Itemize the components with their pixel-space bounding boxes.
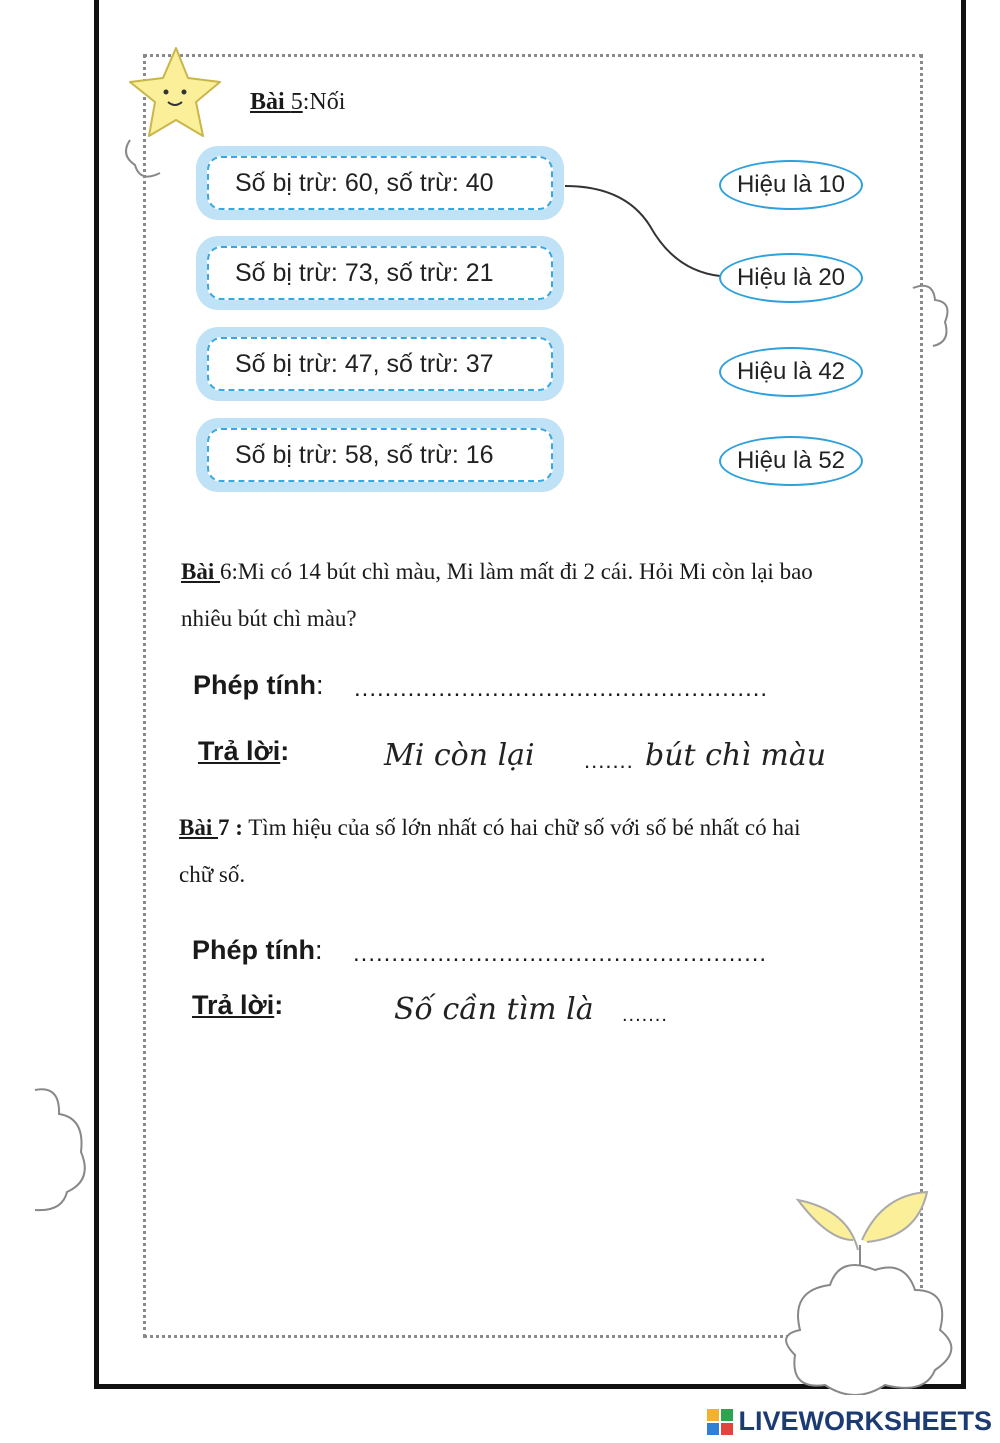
bai7-answer-label <box>192 990 283 1021</box>
left-item-4[interactable] <box>196 418 564 492</box>
sprout-cloud-icon <box>760 1180 960 1395</box>
calc-colon: : <box>316 670 324 700</box>
bai7-answer-part1: Số cần tìm là <box>394 992 594 1027</box>
liveworksheets-logo-icon <box>706 1408 734 1436</box>
bai7-number: 7 <box>217 815 230 840</box>
bai7-question <box>179 804 909 898</box>
right-item-1[interactable]: Hiệu là 10 <box>719 160 863 210</box>
liveworksheets-brand[interactable] <box>706 1406 992 1437</box>
bai5-instruction: :Nối <box>302 89 346 115</box>
calc-label-text: Phép tính <box>193 670 316 700</box>
left-item-text: Số bị trừ: 73, số trừ: 21 <box>207 246 553 300</box>
bai7-colon: : <box>229 815 243 840</box>
bai5-number: 5 <box>290 89 303 115</box>
right-item-4[interactable]: Hiệu là 52 <box>719 436 863 486</box>
bai6-calc-label <box>193 670 324 701</box>
bai6-answer-part1: Mi còn lại <box>384 738 535 773</box>
calc-colon: : <box>315 935 323 965</box>
bai6-answer-part2: bút chì màu <box>645 738 827 773</box>
bai6-answer-label <box>198 736 289 767</box>
bai7-answer-input[interactable]: ....... <box>622 1004 668 1026</box>
bai7-text-line1: Tìm hiệu của số lớn nhất có hai chữ số với số bé nhất có hai <box>242 815 801 840</box>
bai6-calc-input[interactable]: ...................................................... <box>354 675 769 702</box>
right-item-3[interactable]: Hiệu là 42 <box>719 347 863 397</box>
bai6-number: 6 <box>219 559 232 584</box>
cloud-icon <box>905 280 955 360</box>
bai6-text-line1: :Mi có 14 bút chì màu, Mi làm mất đi 2 cái. Hỏi Mi còn lại bao <box>231 559 813 584</box>
bai6-question <box>181 548 911 642</box>
right-item-2[interactable]: Hiệu là 20 <box>719 253 863 303</box>
answer-label-text: Trả lời <box>192 990 275 1020</box>
bai7-calc-input[interactable]: ...................................................... <box>353 940 768 967</box>
bai7-calc-label <box>192 935 323 966</box>
bai5-heading <box>250 88 345 117</box>
bai7-text-line2: chữ số. <box>179 862 246 887</box>
calc-label-text: Phép tính <box>192 935 315 965</box>
match-line <box>560 178 725 283</box>
bai6-text-line2: nhiêu bút chì màu? <box>181 606 357 631</box>
bai7-label: Bài <box>179 815 218 840</box>
left-item-1[interactable] <box>196 146 564 220</box>
brand-text: LIVEWORKSHEETS <box>738 1406 992 1436</box>
cloud-icon <box>30 1080 90 1220</box>
bai6-label: Bài <box>181 559 220 584</box>
left-item-3[interactable] <box>196 327 564 401</box>
left-item-text: Số bị trừ: 60, số trừ: 40 <box>207 156 553 210</box>
left-item-text: Số bị trừ: 47, số trừ: 37 <box>207 337 553 391</box>
answer-colon: : <box>280 736 290 766</box>
answer-colon: : <box>274 990 284 1020</box>
left-item-2[interactable] <box>196 236 564 310</box>
answer-label-text: Trả lời <box>198 736 281 766</box>
bai5-label: Bài <box>250 89 291 115</box>
left-item-text: Số bị trừ: 58, số trừ: 16 <box>207 428 553 482</box>
bai6-answer-input[interactable]: ....... <box>584 748 634 773</box>
